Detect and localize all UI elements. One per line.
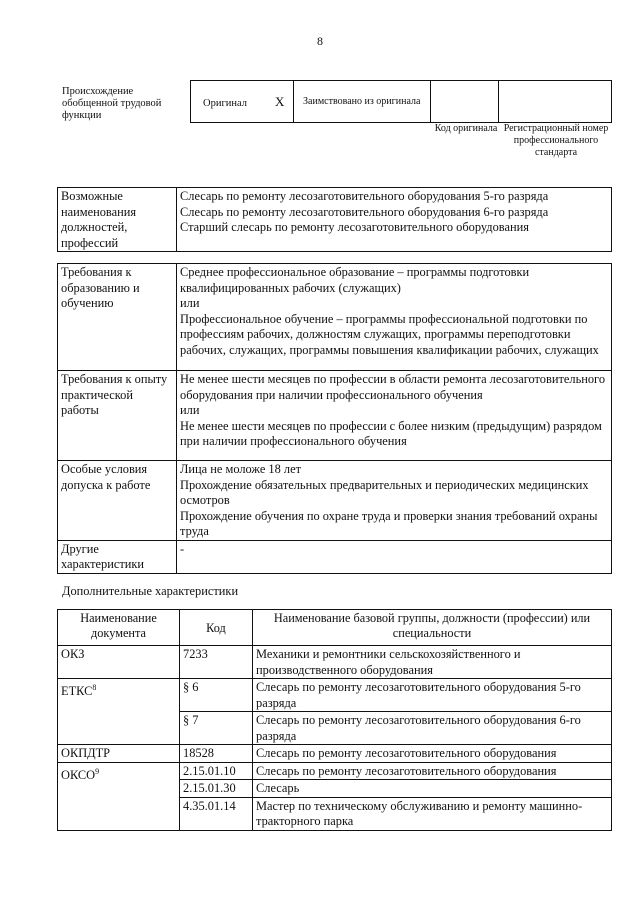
extra-code: 18528: [180, 745, 253, 763]
extra-doc-footnote: 8: [92, 683, 97, 692]
extra-name: Слесарь по ремонту лесозаготовительного оборудования: [253, 762, 612, 780]
origin-reg-cell: [499, 81, 612, 123]
origin-label: Происхождение обобщенной трудовой функции: [62, 86, 162, 121]
extra-doc: ОКЗ: [61, 647, 85, 661]
extra-code: 4.35.01.14: [180, 797, 253, 830]
extra-table: [57, 609, 612, 831]
req-line: Не менее шести месяцев по профессии с более низким (предыдущим) разрядом при наличии профессионального обучения: [180, 418, 602, 448]
origin-original-cell: [191, 81, 294, 123]
req-line: Не менее шести месяцев по профессии в области ремонта лесозаготовительного оборудования при наличии профессионального обучения: [180, 372, 606, 402]
origin-original-mark: X: [275, 93, 285, 109]
extra-name: Слесарь по ремонту лесозаготовительного оборудования 5-го разряда: [253, 679, 612, 712]
extra-title: Дополнительные характеристики: [62, 584, 239, 598]
req-line: Прохождение обязательных предварительных и периодических медицинских осмотров: [180, 477, 589, 507]
req-education-row: [58, 264, 612, 371]
origin-code-caption: Код оригинала: [434, 123, 498, 134]
req-experience-row: [58, 371, 612, 461]
table-row: [58, 679, 612, 712]
possible-name-item: Слесарь по ремонту лесозаготовительного оборудования 5-го разряда: [180, 189, 549, 203]
req-line: Прохождение обучения по охране труда и проверки знания требований охраны труда: [180, 508, 598, 538]
extra-name: Слесарь по ремонту лесозаготовительного оборудования 6-го разряда: [253, 712, 612, 745]
req-line: Среднее профессиональное образование – программы подготовки квалифицированных рабочих (служащих): [180, 265, 530, 295]
table-row: [58, 646, 612, 679]
extra-code: 2.15.01.10: [180, 762, 253, 780]
extra-doc: ОКПДТР: [61, 746, 111, 760]
origin-original-label: Оригинал: [203, 97, 247, 109]
origin-table: [190, 80, 612, 123]
extra-doc-footnote: 9: [95, 766, 100, 776]
extra-name: Мастер по техническому обслуживанию и ремонту машинно-тракторного парка: [253, 797, 612, 830]
req-experience-label: Требования к опыту практической работы: [58, 371, 177, 461]
origin-reg-caption: Регистрационный номер профессионального стандарта: [503, 123, 609, 158]
extra-code: § 7: [180, 712, 253, 745]
req-line: -: [180, 541, 185, 556]
origin-code-cell: [430, 81, 499, 123]
req-line: или: [180, 296, 200, 310]
extra-doc: ОКСО: [61, 767, 96, 782]
extra-header-code: Код: [180, 610, 253, 646]
req-conditions-row: [58, 461, 612, 541]
req-conditions-value: [177, 461, 612, 541]
possible-names-list: [177, 188, 612, 252]
req-education-label: Требования к образованию и обучению: [58, 264, 177, 371]
extra-doc: ЕТКС: [61, 684, 93, 699]
possible-names-label: Возможные наименования должностей, профессий: [58, 188, 177, 252]
extra-code: 2.15.01.30: [180, 780, 253, 798]
req-experience-value: [177, 371, 612, 461]
extra-name: Слесарь по ремонту лесозаготовительного оборудования: [253, 745, 612, 763]
req-other-value: [177, 540, 612, 573]
req-line: Профессиональное обучение – программы профессиональной подготовки по профессиям рабочих, должностям служащих, программы переподготовки рабочих, служащих, программы повышения квалификации рабочих, служащих: [180, 311, 599, 357]
req-other-label: Другие характеристики: [58, 540, 177, 573]
extra-header-name: Наименование базовой группы, должности (профессии) или специальности: [253, 610, 612, 646]
extra-code: § 6: [180, 679, 253, 712]
table-row: [58, 745, 612, 763]
req-line: Лица не моложе 18 лет: [180, 462, 302, 476]
origin-borrowed-label: Заимствовано из оригинала: [303, 95, 421, 107]
table-row: [58, 762, 612, 780]
origin-borrowed-cell: [293, 81, 430, 123]
page-number: 8: [317, 34, 323, 48]
req-other-row: [58, 540, 612, 573]
extra-header-doc: Наименование документа: [58, 610, 180, 646]
extra-name: Слесарь: [253, 780, 612, 798]
req-line: или: [180, 403, 200, 417]
requirements-table: [57, 263, 612, 574]
extra-code: 7233: [180, 646, 253, 679]
possible-name-item: Слесарь по ремонту лесозаготовительного оборудования 6-го разряда: [180, 204, 549, 219]
req-conditions-label: Особые условия допуска к работе: [58, 461, 177, 541]
extra-name: Механики и ремонтники сельскохозяйственного и производственного оборудования: [253, 646, 612, 679]
possible-name-item: Старший слесарь по ремонту лесозаготовительного оборудования: [180, 220, 529, 234]
req-education-value: [177, 264, 612, 371]
possible-names-table: [57, 187, 612, 252]
